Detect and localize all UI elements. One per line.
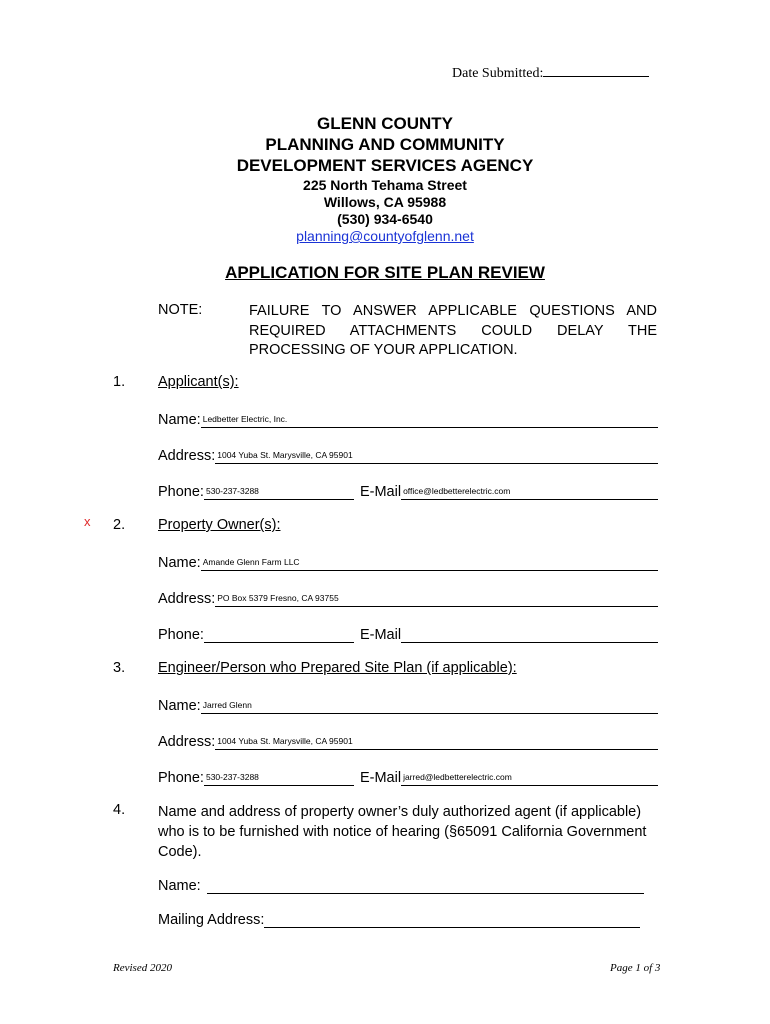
agency-phone: (530) 934-6540	[337, 211, 433, 227]
applicant-phone-value: 530-237-3288	[205, 486, 259, 496]
agent-name-row	[158, 874, 644, 894]
email-label: E-Mail	[359, 627, 402, 643]
date-submitted-field[interactable]	[543, 64, 649, 77]
owner-heading: Property Owner(s):	[158, 517, 281, 533]
note-label: NOTE:	[158, 302, 203, 318]
phone-label: Phone:	[158, 627, 204, 643]
footer-revised: Revised 2020	[113, 962, 172, 974]
applicant-address-value: 1004 Yuba St. Marysville, CA 95901	[217, 450, 353, 460]
applicant-email-field[interactable]	[401, 483, 658, 500]
agency-city: Willows, CA 95988	[323, 194, 447, 210]
applicant-heading: Applicant(s):	[158, 374, 239, 390]
engineer-address-row	[158, 730, 658, 750]
section-number-2: 2.	[113, 517, 126, 533]
agent-mailing-field[interactable]	[264, 911, 640, 928]
owner-name-value: Amande Glenn Farm LLC	[202, 557, 300, 567]
owner-email-field[interactable]	[401, 626, 658, 643]
agency-street: 225 North Tehama Street	[303, 177, 467, 193]
address-label: Address:	[158, 448, 216, 464]
agency-name-line3: DEVELOPMENT SERVICES AGENCY	[236, 156, 534, 175]
mailing-address-label: Mailing Address:	[158, 912, 265, 928]
owner-x-marker: x	[84, 514, 91, 529]
owner-name-row	[158, 551, 658, 571]
footer-page-number: Page 1 of 3	[610, 962, 661, 974]
name-label: Name:	[158, 555, 201, 571]
engineer-phone-field[interactable]	[204, 769, 354, 786]
applicant-email-value: office@ledbetterelectric.com	[403, 486, 511, 496]
engineer-name-value: Jarred Glenn	[202, 700, 252, 710]
engineer-contact-row	[158, 766, 658, 786]
applicant-name-field[interactable]	[201, 411, 658, 428]
engineer-address-field[interactable]	[215, 733, 658, 750]
section-number-4: 4.	[113, 802, 126, 818]
agency-name-line2: PLANNING AND COMMUNITY	[265, 135, 505, 154]
agent-mailing-row	[158, 908, 640, 928]
applicant-name-value: Ledbetter Electric, Inc.	[202, 414, 288, 424]
email-label: E-Mail	[359, 770, 402, 786]
agent-description: Name and address of property owner’s duly authorized agent (if applicable) who is to be furnished with notice of hearing (§65091 California Government Code).	[158, 804, 647, 860]
owner-name-field[interactable]	[201, 554, 658, 571]
engineer-phone-value: 530-237-3288	[205, 772, 259, 782]
name-label: Name:	[158, 412, 201, 428]
email-label: E-Mail	[359, 484, 402, 500]
phone-label: Phone:	[158, 770, 204, 786]
section-number-3: 3.	[113, 660, 126, 676]
name-label: Name:	[158, 878, 201, 894]
owner-address-row	[158, 587, 658, 607]
applicant-address-field[interactable]	[215, 447, 658, 464]
engineer-address-value: 1004 Yuba St. Marysville, CA 95901	[217, 736, 353, 746]
address-label: Address:	[158, 734, 216, 750]
form-title: APPLICATION FOR SITE PLAN REVIEW	[225, 263, 545, 282]
applicant-contact-row	[158, 480, 658, 500]
date-submitted	[452, 64, 649, 82]
owner-address-value: PO Box 5379 Fresno, CA 93755	[217, 593, 339, 603]
engineer-heading: Engineer/Person who Prepared Site Plan (if applicable):	[158, 660, 517, 676]
owner-address-field[interactable]	[215, 590, 658, 607]
agency-name-line1: GLENN COUNTY	[317, 114, 453, 133]
owner-contact-row	[158, 623, 658, 643]
applicant-name-row	[158, 408, 658, 428]
engineer-email-field[interactable]	[401, 769, 658, 786]
engineer-name-field[interactable]	[201, 697, 658, 714]
section-number-1: 1.	[113, 374, 126, 390]
engineer-email-value: jarred@ledbetterelectric.com	[403, 772, 512, 782]
note-text: FAILURE TO ANSWER APPLICABLE QUESTIONS AND REQUIRED ATTACHMENTS COULD DELAY THE PROCESSING OF YOUR APPLICATION.	[249, 303, 657, 358]
name-label: Name:	[158, 698, 201, 714]
agent-name-field[interactable]	[207, 877, 644, 894]
address-label: Address:	[158, 591, 216, 607]
phone-label: Phone:	[158, 484, 204, 500]
date-submitted-label: Date Submitted:	[452, 66, 544, 81]
engineer-name-row	[158, 694, 658, 714]
applicant-phone-field[interactable]	[204, 483, 354, 500]
owner-phone-field[interactable]	[204, 626, 354, 643]
agency-email-link[interactable]: planning@countyofglenn.net	[296, 228, 474, 244]
applicant-address-row	[158, 444, 658, 464]
